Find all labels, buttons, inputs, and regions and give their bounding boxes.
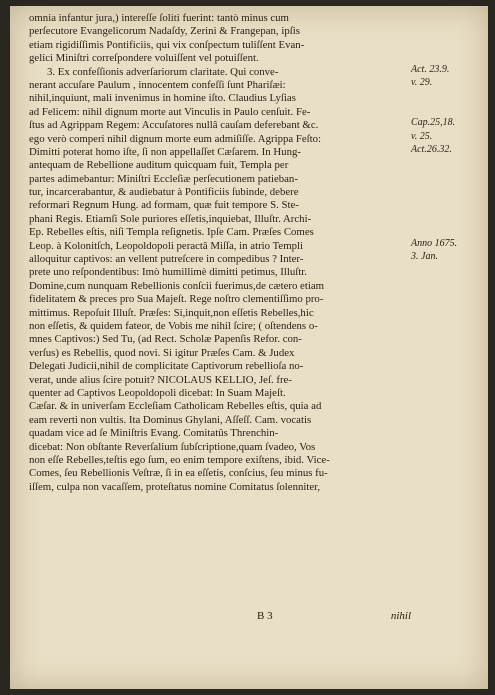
text-line: quadam vice ad ſe Miniſtris Evang. Comitatûs Threnchin- (29, 427, 279, 440)
margin-note: Anno 1675. (411, 237, 458, 249)
text-line: verſus) es Rebellis, quod novi. Si igitur Præſes Cam. & Judex (29, 346, 295, 359)
margin-note: v. 29. (411, 77, 433, 88)
text-line: ad Felicem: nihil dignum morte aut Vinculis in Paulo cenſuit. Fe- (29, 105, 311, 118)
text-line: reformari Regnum Hung. ad formam, quæ fuit tempore S. Ste- (29, 199, 299, 212)
text-line: tur, incarcerabantur, & audiebatur à Pontificiis ſubinde, debere (29, 186, 299, 199)
text-line: perſecutore Evangelicorum Nadaſdy, Zerini & Frangepan, ipſis (29, 25, 300, 38)
text-line: non eſſe Rebelles,teſtis ego ſum, eo enim tempore exiſtens, ibid. Vice- (29, 453, 330, 466)
margin-note: v. 25. (411, 130, 433, 142)
body-text (29, 12, 411, 494)
text-line: mittimus. Repoſuit Illuſt. Præſes: Si,inquit,non eſſetis Rebelles,hic (29, 306, 314, 319)
margin-note: Act. 23.9. (411, 63, 450, 75)
text-line: verat, unde alius ſcire potuit? NICOLAUS KELLIO, Jeſ. fre- (29, 373, 292, 386)
text-line: Dimitti poterat homo iſte, ſi non appellaſſet Cæſarem. In Hung- (29, 145, 301, 158)
text-line: partes adimebantur: Miniſtri Eccleſiæ perſecutionem patieban- (29, 172, 298, 185)
text-line: antequam de Rebellione auditum quicquam fuit, Templa per (29, 159, 289, 172)
text-line: Delegati Judicii,nihil de complicitate Captivorum rebellioſa no- (29, 360, 304, 373)
text-line: omnia infantur jura,) intereſſe ſoliti fuerint: tantò minus cum (29, 12, 289, 24)
text-line: ego verò comperi nihil dignum morte eum admiſiſſe. Agrippa Feſto: (29, 132, 322, 145)
text-line: Domine,cum nunquam Rebellionis conſcii fuerimus,de cætero etiam (29, 279, 325, 292)
catchword: nihil (390, 610, 411, 622)
margin-note: Cap.25,18. (411, 117, 456, 129)
text-line: etiam rigidiſſimis Pontificiis, qui vix conſpectum tuliſſent Evan- (29, 38, 305, 51)
text-line: alloquitur captivos: an vellent putreſcere in compedibus ? Inter- (29, 253, 304, 266)
show-through (476, 346, 486, 436)
margin-note: Act.26.32. (411, 144, 452, 155)
text-line: phani Regis. Etiamſi Sole puriores eſſetis,inquiebat, Illuſtr. Archi- (29, 212, 312, 225)
text-line: 3. Ex confeſſionis adverſariorum claritate. Qui conve- (47, 65, 279, 78)
text-line: iſſem, culpa non vacaſſem, proteſtatus nomine Comitatus ſolenniter, (29, 480, 321, 493)
text-line: fidelitatem & preces pro Sua Majeſt. Rege noſtro clementiſſimo pro- (29, 293, 324, 306)
text-line: nerant accuſare Paulum , innocentem confeſſi ſunt Phariſæi: (29, 78, 286, 91)
text-line: Cæſar. & in univerſam Eccleſiam Catholicam Rebelles eſtis, quia ad (29, 400, 322, 413)
text-line: prete uno reſpondentibus: Imò humillimè dimitti petimus, Illuſtr. (29, 266, 307, 279)
text-line: non eſſetis, & quidem fateor, de Vobis me nihil ſcire; ( oſtendens o- (29, 319, 318, 332)
text-line: ſtus ad Agrippam Regem: Accuſatores nullâ cauſam deferebant &c. (29, 119, 319, 132)
signature-mark: B 3 (257, 610, 273, 622)
text-line: gelici Miniſtri correſpondere voluiſſent vel potuiſſent. (29, 52, 259, 65)
text-line: Leop. à Kolonitſch, Leopoldopoli peractâ Miſſa, in atrio Templi (29, 239, 303, 252)
text-line: dicebat: Non obſtante Reverſalium ſubſcriptione,quam ſvadeo, Vos (29, 440, 316, 453)
text-line: Comes, ſeu Rebellionis Veſtræ, ſi in ea eſſetis, conſcius, ſeu minus fu- (29, 467, 328, 480)
book-page (10, 6, 488, 689)
text-line: quenter ad Captivos Leopoldopoli dicebat: In Suam Majeſt. (29, 386, 286, 399)
margin-note: 3. Jan. (411, 251, 438, 263)
text-line: Ep. Rebelles eſtis, niſi Templa reſignetis. Ipſe Cam. Præſes Comes (29, 226, 314, 239)
text-line: nihil,inquiunt, mali invenimus in homine iſto. Claudius Lyſias (29, 92, 296, 105)
text-line: mnes Captivos:) Sed Tu, (ad Rect. Scholæ Papenſis Refor. con- (29, 333, 302, 346)
text-line: eam reverti non vultis. Ita Dominus Ghylani, Aſſeſſ. Cam. vocatis (29, 413, 312, 426)
